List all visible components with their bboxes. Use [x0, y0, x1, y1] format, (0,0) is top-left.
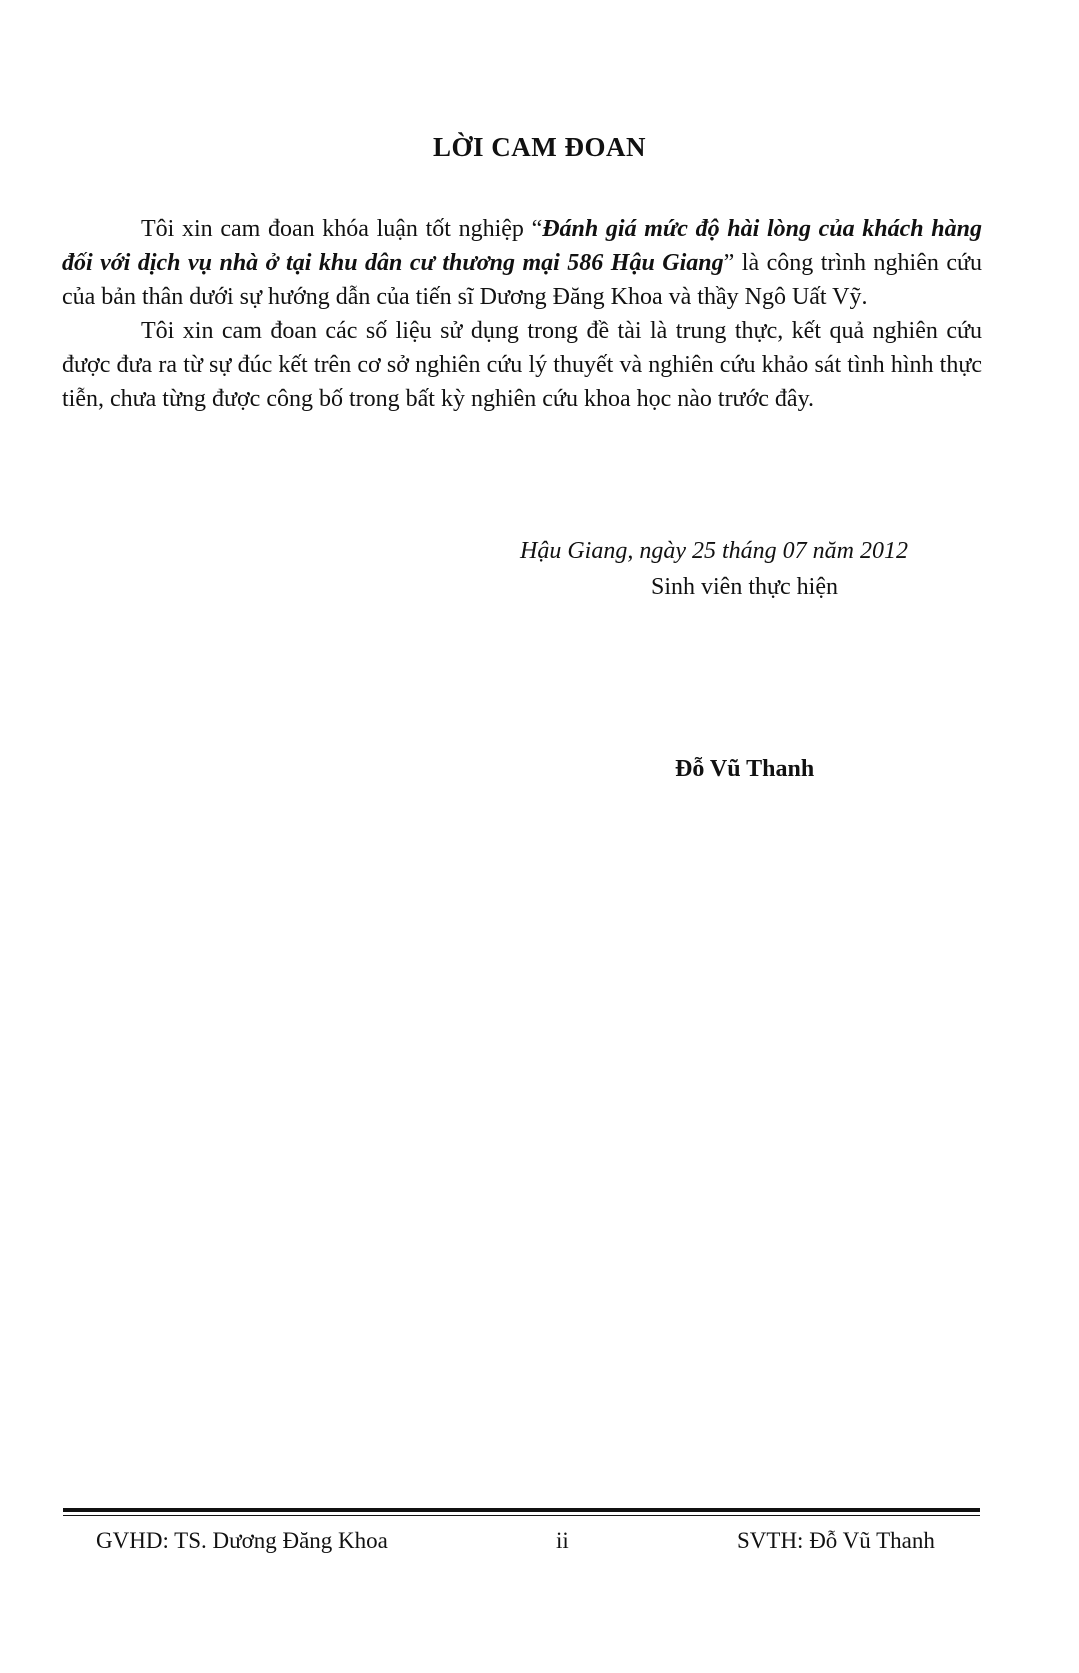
paragraph-1-rest: ” là công trình nghiên cứu của bản thân dưới sự hướng dẫn của tiến sĩ Dương Đăng Khoa và thầy Ngô Uất Vỹ. — [62, 250, 983, 310]
signature-date: Hậu Giang, ngày 25 tháng 07 năm 2012 — [520, 538, 908, 564]
page-title: LỜI CAM ĐOAN — [433, 132, 646, 162]
declaration-paragraph-2: Tôi xin cam đoan các số liệu sử dụng trong đề tài là trung thực, kết quả nghiên cứu được đưa ra từ sự đúc kết trên cơ sở nghiên cứu lý thuyết và nghiên cứu khảo sát tình hình thực tiễn, chưa từng được công bố trong bất kỳ nghiên cứu khoa học nào trước đây. — [62, 318, 982, 412]
declaration-body — [62, 212, 982, 416]
footer-advisor: GVHD: TS. Dương Đăng Khoa — [96, 1528, 388, 1553]
footer-divider-thin — [63, 1515, 980, 1516]
footer-page-number: ii — [556, 1528, 569, 1553]
signature-role: Sinh viên thực hiện — [651, 574, 838, 600]
paragraph-1-intro: Tôi xin cam đoan khóa luận tốt nghiệp “ — [141, 216, 543, 242]
footer-divider-thick — [63, 1508, 980, 1512]
declaration-paragraph-1 — [62, 212, 982, 314]
signer-name: Đỗ Vũ Thanh — [675, 756, 815, 782]
thesis-title: Đánh giá mức độ hài lòng của khách hàng đối với dịch vụ nhà ở tại khu dân cư thương mại 586 Hậu Giang — [62, 216, 982, 276]
footer-student: SVTH: Đỗ Vũ Thanh — [737, 1528, 935, 1553]
